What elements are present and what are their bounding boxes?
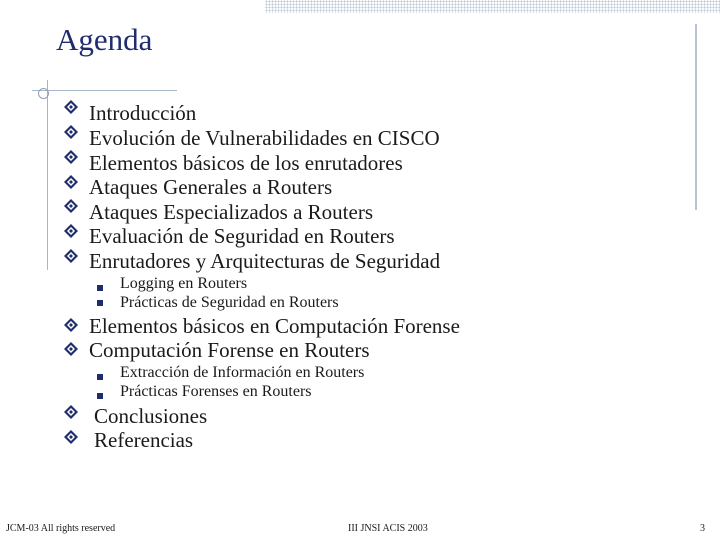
- diamond-bullet-icon: [64, 224, 78, 238]
- diamond-bullet-icon: [64, 150, 78, 164]
- square-bullet-icon: [97, 300, 103, 306]
- agenda-item-router-basics: Elementos básicos de los enrutadores: [89, 151, 403, 175]
- agenda-subitem-logging: Logging en Routers: [120, 275, 248, 292]
- diamond-bullet-icon: [64, 430, 78, 444]
- agenda-subitem-info-extraction: Extracción de Información en Routers: [120, 364, 365, 381]
- square-bullet-icon: [97, 374, 103, 380]
- agenda-subitem-security-practices: Prácticas de Seguridad en Routers: [120, 294, 339, 311]
- slide-title: Agenda: [56, 22, 153, 57]
- crosshair-ornament: [38, 88, 49, 99]
- agenda-item-intro: Introducción: [89, 101, 197, 125]
- agenda-item-special-attacks: Ataques Especializados a Routers: [89, 200, 373, 224]
- left-vertical-rule: [47, 80, 48, 270]
- agenda-item-references: Referencias: [94, 428, 194, 452]
- right-vertical-rule: [695, 24, 697, 210]
- dotted-header-band: [265, 0, 720, 13]
- diamond-bullet-icon: [64, 100, 78, 114]
- diamond-bullet-icon: [64, 405, 78, 419]
- diamond-bullet-icon: [64, 125, 78, 139]
- title-underline-rule: [32, 90, 177, 91]
- diamond-bullet-icon: [64, 249, 78, 263]
- diamond-bullet-icon: [64, 199, 78, 213]
- agenda-item-general-attacks: Ataques Generales a Routers: [89, 175, 333, 199]
- square-bullet-icon: [97, 285, 103, 291]
- agenda-item-forensics-routers: Computación Forense en Routers: [89, 338, 370, 362]
- diamond-bullet-icon: [64, 318, 78, 332]
- agenda-item-architectures: Enrutadores y Arquitecturas de Seguridad: [89, 249, 441, 273]
- agenda-item-forensics-basics: Elementos básicos en Computación Forense: [89, 314, 460, 338]
- agenda-item-vulnerabilities: Evolución de Vulnerabilidades en CISCO: [89, 126, 440, 150]
- square-bullet-icon: [97, 393, 103, 399]
- footer-page-number: 3: [700, 523, 705, 534]
- diamond-bullet-icon: [64, 342, 78, 356]
- footer-copyright: JCM-03 All rights reserved: [6, 523, 116, 534]
- agenda-item-security-eval: Evaluación de Seguridad en Routers: [89, 224, 395, 248]
- agenda-subitem-forensic-practices: Prácticas Forenses en Routers: [120, 383, 312, 400]
- diamond-bullet-icon: [64, 175, 78, 189]
- agenda-item-conclusions: Conclusiones: [94, 404, 208, 428]
- footer-event: III JNSI ACIS 2003: [348, 523, 428, 534]
